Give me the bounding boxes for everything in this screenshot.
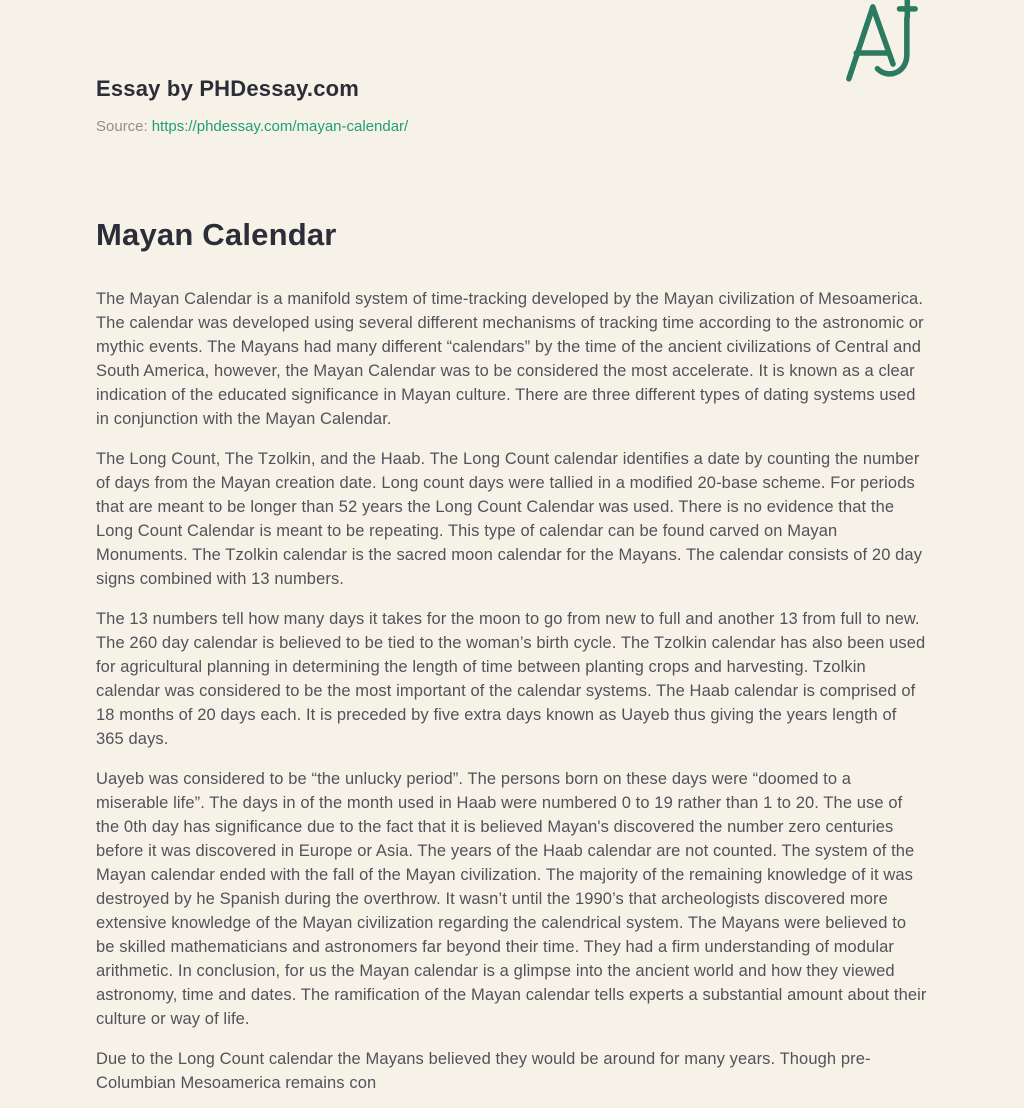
- essay-paragraph-3: The 13 numbers tell how many days it takes for the moon to go from new to full and another 13 from full to new. The 260 day calendar is believed to be tied to the woman’s birth cycle. The Tzolkin calendar has also been used for agricultural planning in determining the length of time between planting crops and harvesting. Tzolkin calendar was considered to be the most important of the calendar systems. The Haab calendar is comprised of 18 months of 20 days each. It is preceded by five extra days known as Uayeb thus giving the years length of 365 days.: [96, 610, 926, 748]
- essay-paragraph-1: The Mayan Calendar is a manifold system of time-tracking developed by the Mayan civilization of Mesoamerica. The calendar was developed using several different mechanisms of tracking time according to the astronomic or mythic events. The Mayans had many different “calendars” by the time of the ancient civilizations of Central and South America, however, the Mayan Calendar was to be considered the most accelerate. It is known as a clear indication of the educated significance in Mayan culture. There are three different types of dating systems used in conjunction with the Mayan Calendar.: [96, 290, 924, 428]
- essay-paragraph-2: The Long Count, The Tzolkin, and the Haab. The Long Count calendar identifies a date by counting the number of days from the Mayan creation date. Long count days were tallied in a modified 20-base scheme. For periods that are meant to be longer than 52 years the Long Count Calendar was used. There is no evidence that the Long Count Calendar is meant to be repeating. This type of calendar can be found carved on Mayan Monuments. The Tzolkin calendar is the sacred moon calendar for the Mayans. The calendar consists of 20 day signs combined with 13 numbers.: [96, 450, 923, 588]
- essay-body: [96, 287, 928, 1095]
- page-header: [96, 76, 928, 135]
- essay-page: [96, 0, 928, 1095]
- source-link[interactable]: https://phdessay.com/mayan-calendar/: [151, 118, 409, 135]
- source-line: [96, 118, 928, 135]
- essay-title: Mayan Calendar: [96, 217, 337, 252]
- essay-paragraph-4: Uayeb was considered to be “the unlucky period”. The persons born on these days were “doomed to a miserable life”. The days in of the month used in Haab were numbered 0 to 19 rather than 1 to 20. The use of the 0th day has significance due to the fact that it is believed Mayan's discovered the number zero centuries before it was discovered in Europe or Asia. The years of the Haab calendar are not counted. The system of the Mayan calendar ended with the fall of the Mayan civilization. The majority of the remaining knowledge of it was destroyed by he Spanish during the overthrow. It wasn’t until the 1990’s that archeologists discovered more extensive knowledge of the Mayan civilization regarding the calendrical system. The Mayans were believed to be skilled mathematicians and astronomers far beyond their time. They had a firm understanding of modular arithmetic. In conclusion, for us the Mayan calendar is a glimpse into the ancient world and how they viewed astronomy, time and dates. The ramification of the Mayan calendar tells experts a substantial amount about their culture or way of life.: [96, 770, 927, 1028]
- source-label: Source:: [96, 118, 148, 135]
- phdessay-logo-icon: [836, 0, 928, 88]
- essay-paragraph-5: Due to the Long Count calendar the Mayans believed they would be around for many years. Though pre-Columbian Mesoamerica remains con: [96, 1050, 871, 1092]
- site-header: Essay by PHDessay.com: [96, 76, 360, 101]
